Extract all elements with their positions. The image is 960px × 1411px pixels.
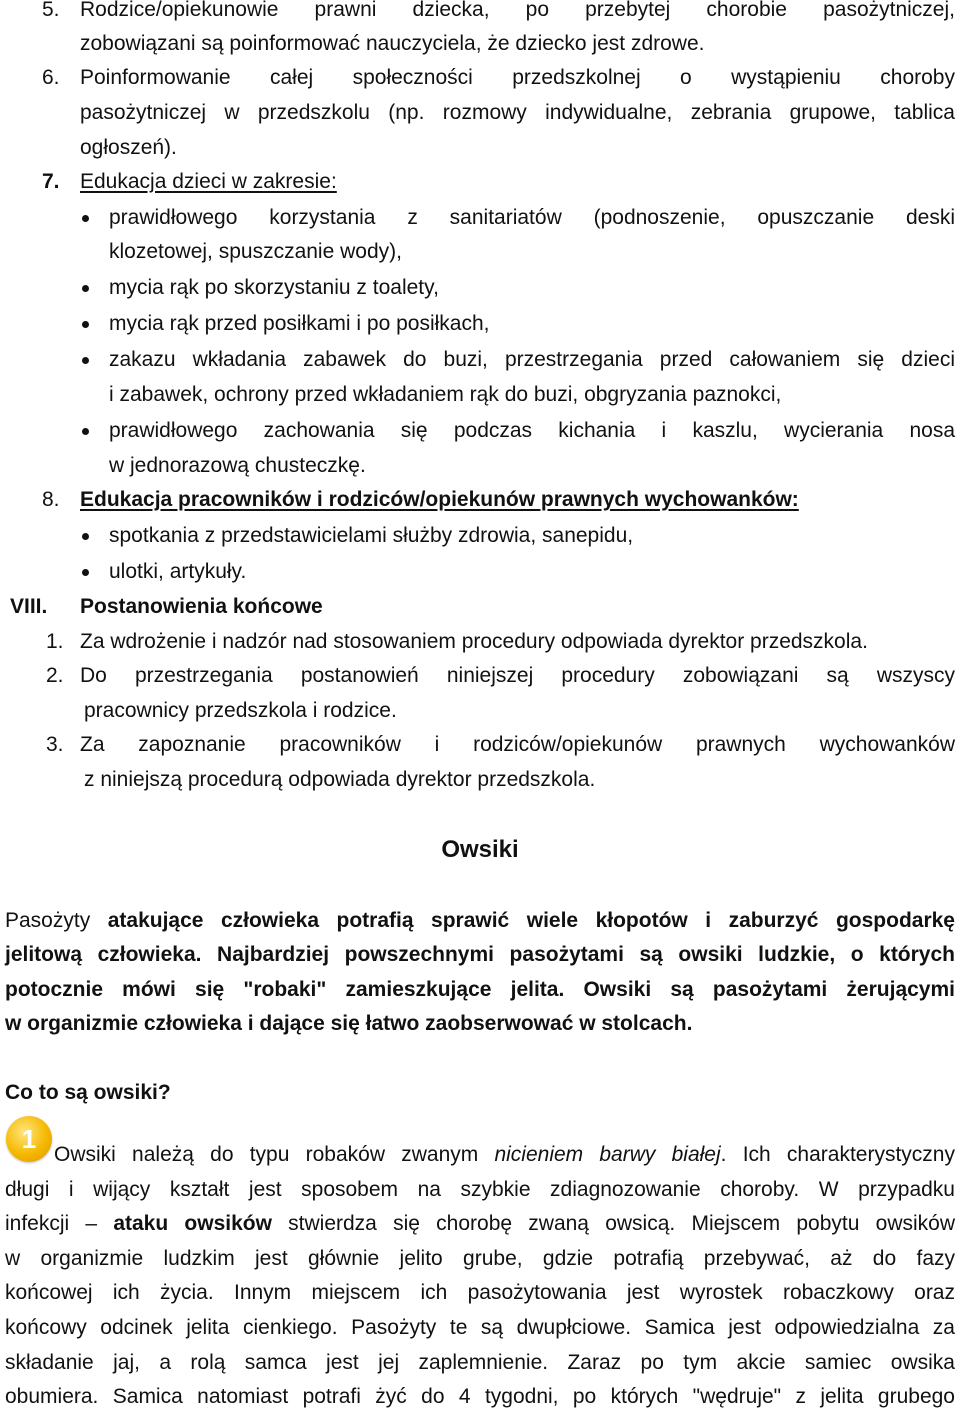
bullet-marker: [82, 533, 89, 540]
intro-line-2: jelitową człowieka. Najbardziej powszechnymi pasożytami są owsiki ludzkie, o których: [5, 943, 955, 966]
bullet-marker: [82, 569, 89, 576]
bullet-2: mycia rąk po skorzystaniu z toalety,: [109, 276, 439, 299]
item-number: 7.: [42, 170, 60, 193]
bullet-marker: [82, 285, 89, 292]
item-6-line-2: pasożytniczej w przedszkolu (np. rozmowy indywidualne, zebrania grupowe, tablica: [80, 101, 955, 124]
bullet-5-line-2: w jednorazową chusteczkę.: [109, 454, 366, 477]
body-line-4: w organizmie ludzkim jest głównie jelito grube, gdzie potrafią przebywać, aż do fazy: [5, 1247, 955, 1270]
italic-term: nicieniem barwy białej: [494, 1143, 721, 1166]
body-text: . Ich charakterystyczny: [720, 1143, 955, 1166]
item-7-heading: Edukacja dzieci w zakresie:: [80, 170, 337, 193]
item-5-line-2: zobowiązani są poinformować nauczyciela, że dziecko jest zdrowe.: [80, 32, 705, 55]
bold-term: ataku owsików: [113, 1212, 272, 1235]
intro-bold-text: atakujące człowieka potrafią sprawić wiele kłopotów i zaburzyć gospodarkę: [107, 909, 955, 932]
final-provision-1: Za wdrożenie i nadzór nad stosowaniem procedury odpowiada dyrektor przedszkola.: [80, 630, 868, 653]
article-title: Owsiki: [441, 836, 519, 863]
item-number: 5.: [42, 0, 60, 21]
body-line-6: końcowy odcinek jelita cienkiego. Pasożyty te są dwupłciowe. Samica jest odpowiedzialna za: [5, 1316, 955, 1339]
bullet-marker: [82, 428, 89, 435]
final-provision-2-line-1: Do przestrzegania postanowień niniejszej procedury zobowiązani są wszyscy: [80, 664, 955, 687]
body-line-3: [5, 1210, 955, 1238]
item-number: 3.: [46, 733, 64, 756]
number-badge-icon: 1: [6, 1116, 52, 1162]
intro-line-3: potocznie mówi się "robaki" zamieszkujące jelita. Owsiki są pasożytami żerującymi: [5, 978, 955, 1001]
item-number: 1.: [46, 630, 64, 653]
section-title: Postanowienia końcowe: [80, 595, 323, 618]
intro-line-4: w organizmie człowieka i dające się łatwo zaobserwować w stolcach.: [5, 1012, 693, 1035]
bullet-3: mycia rąk przed posiłkami i po posiłkach,: [109, 312, 490, 335]
body-line-7: składanie jaj, a rolą samca jest jej zaplemnienie. Zaraz po tym akcie samiec owsika: [5, 1351, 955, 1374]
item-5-line-1: Rodzice/opiekunowie prawni dziecka, po przebytej chorobie pasożytniczej,: [80, 0, 955, 21]
bullet-7: ulotki, artykuły.: [109, 560, 247, 583]
item-8-heading: Edukacja pracowników i rodziców/opiekunów prawnych wychowanków:: [80, 488, 799, 511]
body-text: stwierdza się chorobę zwaną owsicą. Miejscem pobytu owsików: [271, 1212, 955, 1235]
bullet-4-line-2: i zabawek, ochrony przed wkładaniem rąk do buzi, obgryzania paznokci,: [109, 383, 782, 406]
item-number: 8.: [42, 488, 60, 511]
item-6-line-1: Poinformowanie całej społeczności przedszkolnej o wystąpieniu choroby: [80, 66, 955, 89]
final-provision-2-line-2: pracownicy przedszkola i rodzice.: [84, 699, 397, 722]
body-text: infekcji –: [5, 1212, 114, 1235]
body-line-8: obumiera. Samica natomiast potrafi żyć do 4 tygodni, po których "wędruje" z jelita grubego: [5, 1385, 955, 1408]
bullet-marker: [82, 321, 89, 328]
bullet-5-line-1: prawidłowego zachowania się podczas kichania i kaszlu, wycierania nosa: [109, 419, 955, 442]
body-line-5: końcowej ich życia. Innym miejscem ich pasożytowania jest wyrostek robaczkowy oraz: [5, 1281, 955, 1304]
final-provision-3-line-1: Za zapoznanie pracowników i rodziców/opiekunów prawnych wychowanków: [80, 733, 955, 756]
body-text: Owsiki należą do typu robaków zwanym: [54, 1143, 495, 1166]
bullet-marker: [82, 215, 89, 222]
question-heading: Co to są owsiki?: [5, 1081, 171, 1104]
intro-lead-word: Pasożyty: [5, 909, 91, 932]
item-6-line-3: ogłoszeń).: [80, 136, 177, 159]
body-line-2: długi i wijący kształt jest sposobem na szybkie zdiagnozowanie choroby. W przypadku: [5, 1178, 955, 1201]
bullet-1-line-1: prawidłowego korzystania z sanitariatów (podnoszenie, opuszczanie deski: [109, 206, 955, 229]
bullet-6: spotkania z przedstawicielami służby zdrowia, sanepidu,: [109, 524, 634, 547]
bullet-4-line-1: zakazu wkładania zabawek do buzi, przestrzegania przed całowaniem się dzieci: [109, 348, 955, 371]
intro-line-1: [5, 907, 955, 935]
item-number: 2.: [46, 664, 64, 687]
item-number: 6.: [42, 66, 60, 89]
section-roman-numeral: VIII.: [10, 595, 48, 618]
body-line-1: [54, 1141, 955, 1169]
bullet-marker: [82, 357, 89, 364]
final-provision-3-line-2: z niniejszą procedurą odpowiada dyrektor przedszkola.: [84, 768, 596, 791]
bullet-1-line-2: klozetowej, spuszczanie wody),: [109, 240, 402, 263]
